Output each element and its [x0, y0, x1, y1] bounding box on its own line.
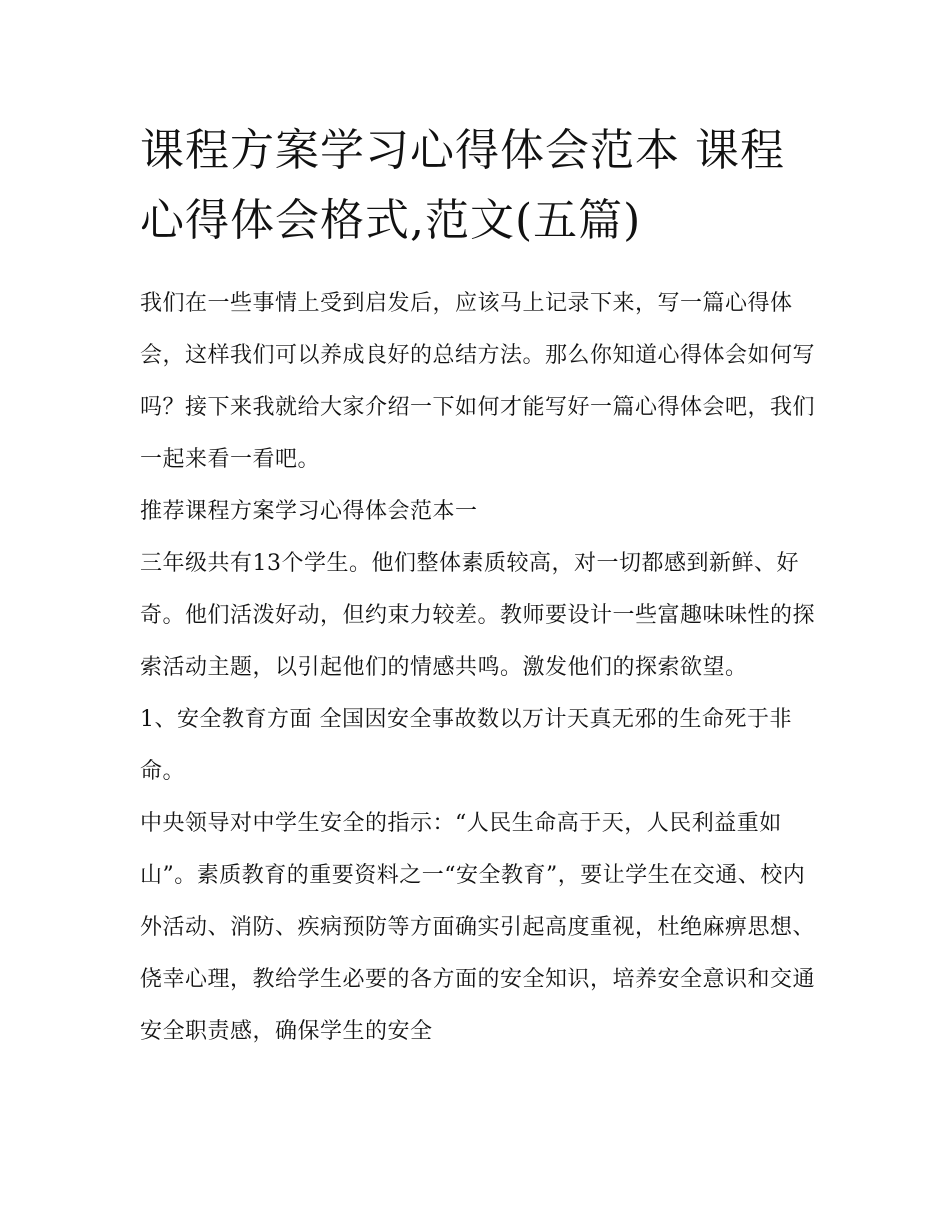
class-description-paragraph: 三年级共有13个学生。他们整体素质较高，对一切都感到新鲜、好奇。他们活泼好动，但约束力较差。教师要设计一些富趣味味性的探索活动主题，以引起他们的情感共鸣。激发他们的探索欲望。 — [140, 551, 816, 680]
intro-paragraph: 我们在一些事情上受到启发后，应该马上记录下来，写一篇心得体会，这样我们可以养成良好的总结方法。那么你知道心得体会如何写吗？接下来我就给大家介绍一下如何才能写好一篇心得体会吧，我们一起来看一看吧。 — [140, 291, 816, 472]
central-leadership-paragraph: 中央领导对中学生安全的指示：“人民生命高于天，人民利益重如山”。素质教育的重要资料之一“安全教育”，要让学生在交通、校内外活动、消防、疾病预防等方面确实引起高度重视，杜绝麻痹思想、侥幸心理，教给学生必要的各方面的安全知识，培养安全意识和交通安全职责感，确保学生的安全 — [140, 811, 816, 1044]
document-body — [140, 278, 816, 1058]
document-title: 课程方案学习心得体会范本 课程心得体会格式,范文(五篇) — [140, 125, 785, 246]
section-heading: 推荐课程方案学习心得体会范本一 — [140, 499, 478, 524]
safety-education-item: 1、安全教育方面 全国因安全事故数以万计天真无邪的生命死于非命。 — [140, 707, 792, 784]
